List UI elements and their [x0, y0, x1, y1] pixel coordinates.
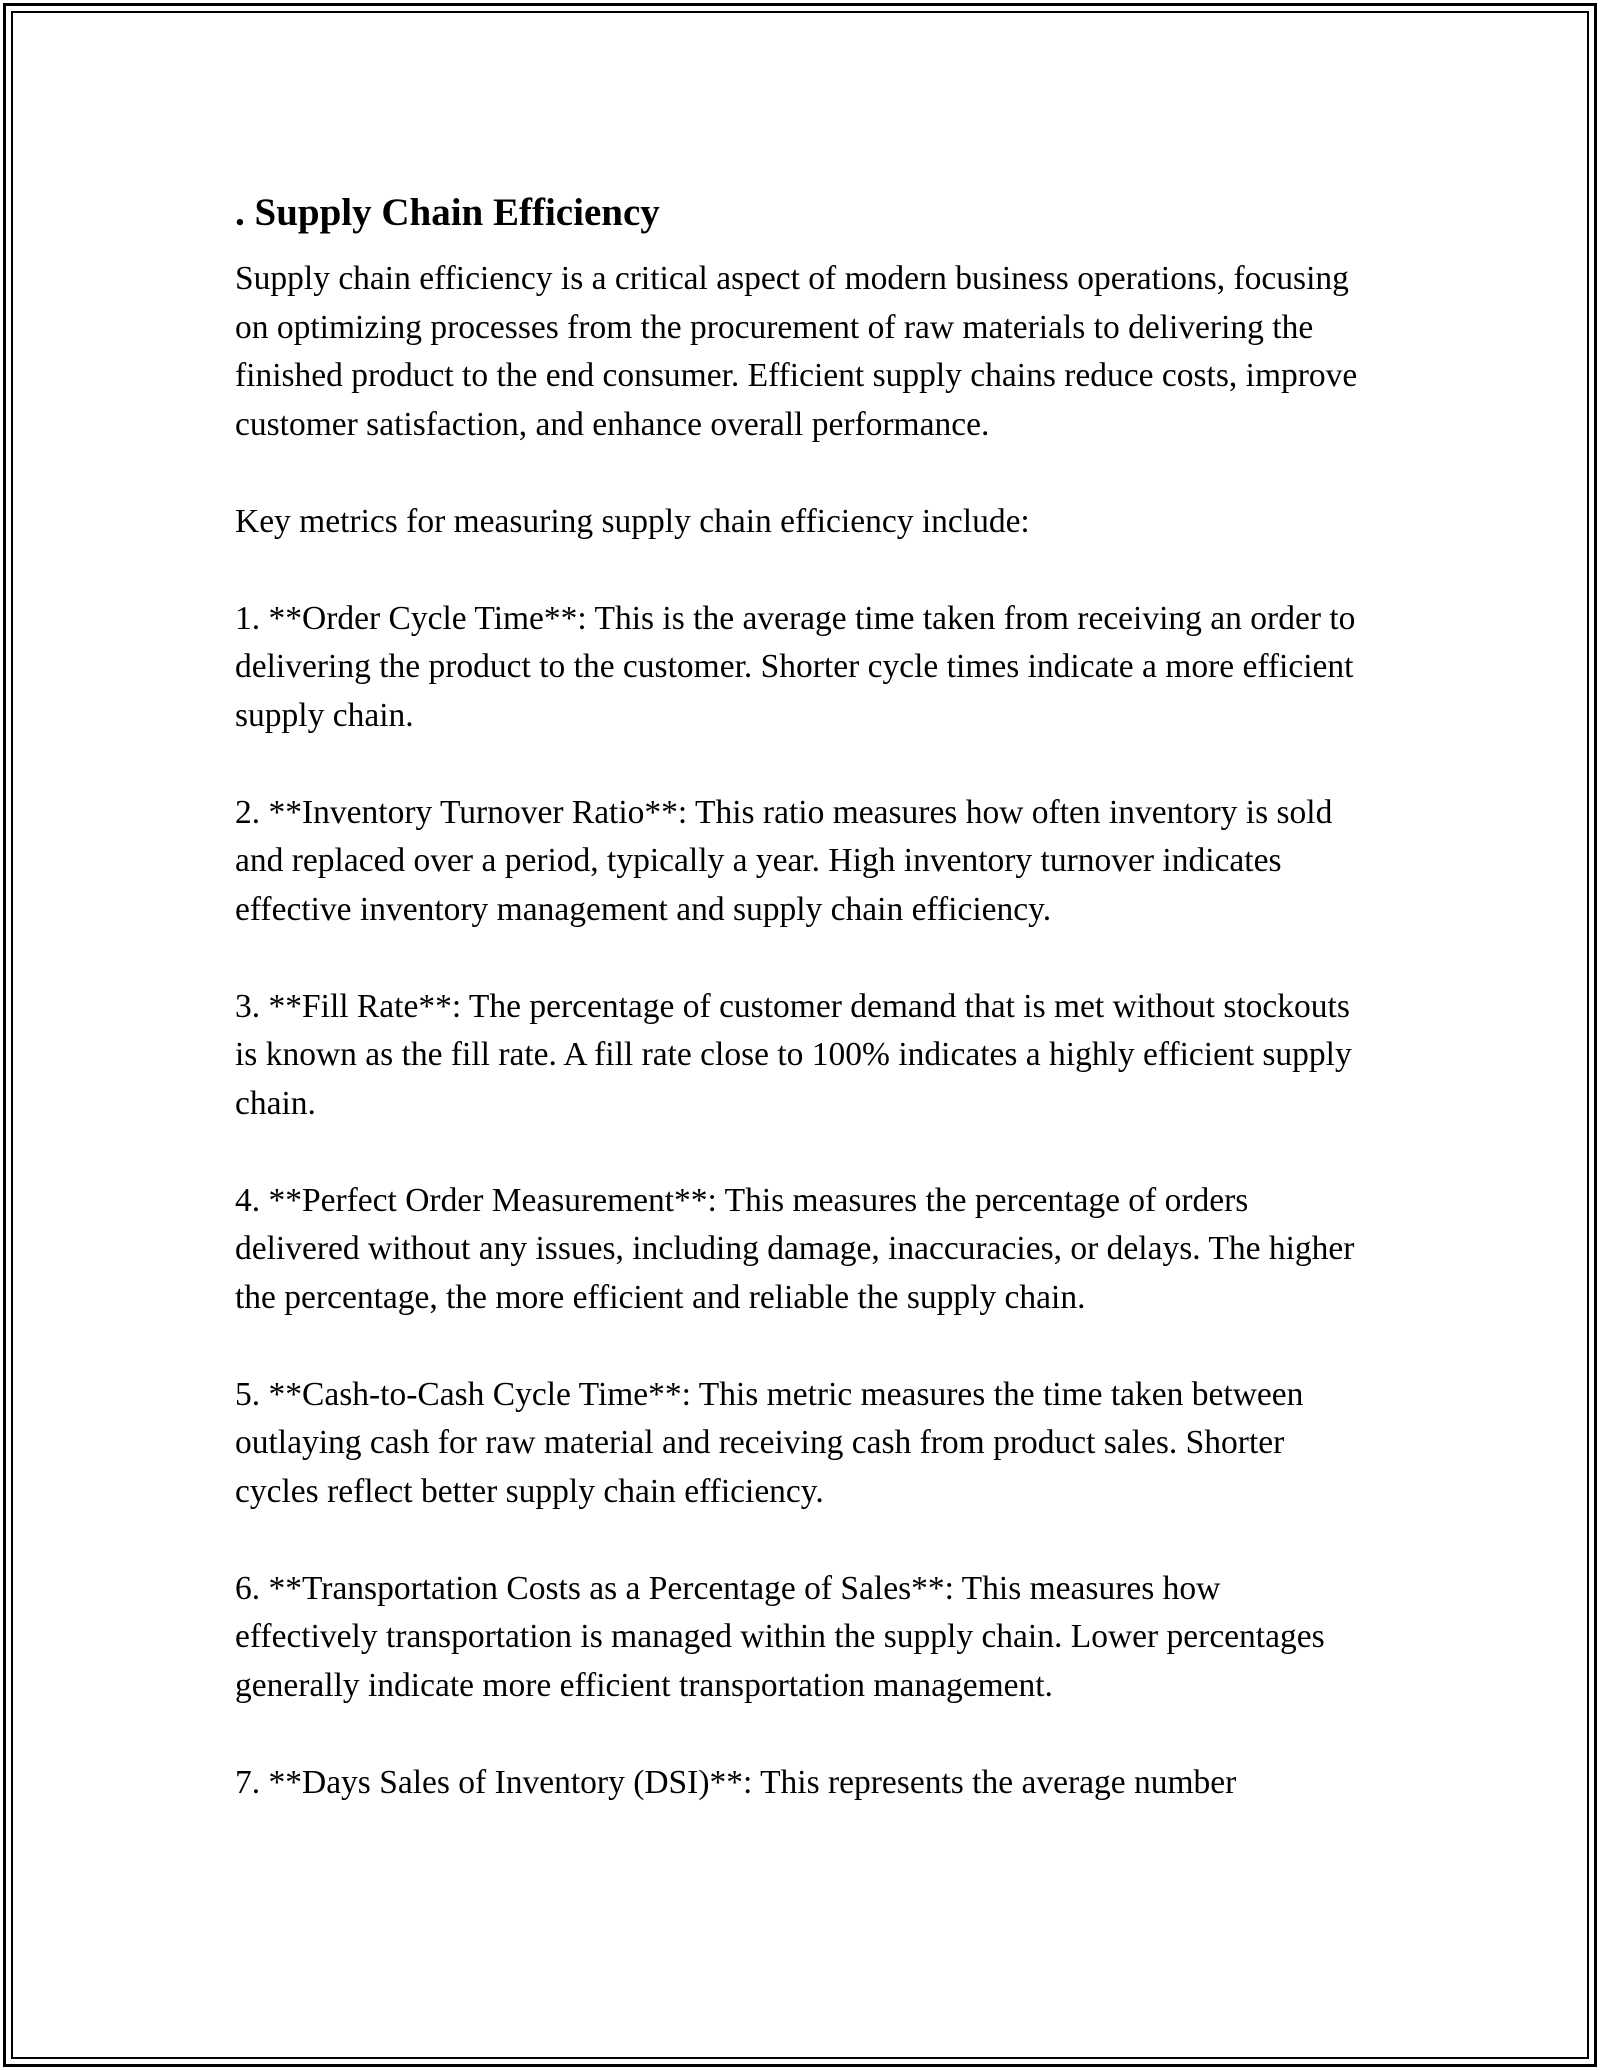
document-page: [235, 185, 1370, 1856]
metric-item-order-cycle-time: 1. **Order Cycle Time**: This is the average time taken from receiving an order to delivering the product to the customer. Shorter cycle times indicate a more efficient supply chain.: [235, 599, 1356, 734]
metric-item-fill-rate: 3. **Fill Rate**: The percentage of customer demand that is met without stockouts is known as the fill rate. A fill rate close to 100% indicates a highly efficient supply chain.: [235, 987, 1352, 1122]
metric-item-days-sales-inventory: 7. **Days Sales of Inventory (DSI)**: This represents the average number: [235, 1763, 1237, 1801]
document-title: . Supply Chain Efficiency: [235, 191, 660, 234]
intro-paragraph: Supply chain efficiency is a critical aspect of modern business operations, focusing on optimizing processes from the procurement of raw materials to delivering the finished product to the end consumer. Efficient supply chains reduce costs, improve customer satisfaction, and enhance overall performance.: [235, 260, 1358, 443]
metric-item-transportation-costs: 6. **Transportation Costs as a Percentage of Sales**: This measures how effectively transportation is managed within the supply chain. Lower percentages generally indicate more efficient transportation management.: [235, 1569, 1325, 1704]
metrics-intro-paragraph: Key metrics for measuring supply chain efficiency include:: [235, 502, 1030, 540]
metric-item-perfect-order: 4. **Perfect Order Measurement**: This measures the percentage of orders delivered without any issues, including damage, inaccuracies, or delays. The higher the percentage, the more efficient and reliable the supply chain.: [235, 1181, 1355, 1316]
metric-item-inventory-turnover: 2. **Inventory Turnover Ratio**: This ratio measures how often inventory is sold and replaced over a period, typically a year. High inventory turnover indicates effective inventory management and supply chain efficiency.: [235, 793, 1333, 928]
metric-item-cash-to-cash: 5. **Cash-to-Cash Cycle Time**: This metric measures the time taken between outlaying cash for raw material and receiving cash from product sales. Shorter cycles reflect better supply chain efficiency.: [235, 1375, 1304, 1510]
